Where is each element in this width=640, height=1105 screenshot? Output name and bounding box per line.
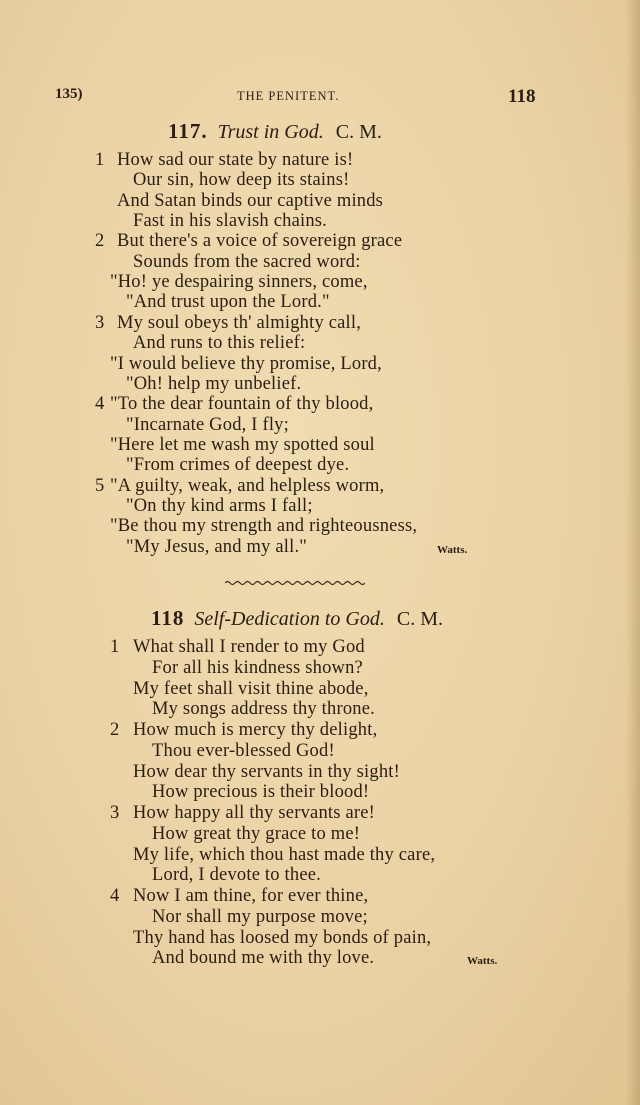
verse-line: How happy all thy servants are! [133,803,376,823]
verse-line: My feet shall visit thine abode, [133,678,369,699]
verse-line: What shall I render to my God [133,637,365,657]
verse-line: How sad our state by nature is! [117,150,354,170]
verse-line: Lord, I devote to thee. [152,865,321,886]
verse-line: How much is mercy thy delight, [133,720,378,740]
verse-number: 1 [95,150,105,170]
verse-number: 3 [95,312,105,333]
verse-line: "Ho! ye despairing sinners, come, [110,272,368,293]
verse-line: "From crimes of deepest dye. [126,455,350,476]
hymn-title-line [151,606,443,631]
verse-line: But there's a voice of sovereign grace [117,231,403,252]
verse-line: Sounds from the sacred word: [133,251,361,272]
verse-line: "I would believe thy promise, Lord, [110,353,382,374]
verse-line: "Oh! help my unbelief. [126,373,302,394]
verse-number: 4 [95,394,105,415]
verse-number: 2 [95,231,105,252]
verse-line: And Satan binds our captive minds [117,190,384,211]
verse-line: Now I am thine, for ever thine, [133,886,369,906]
verse-line: "To the dear fountain of thy blood, [110,394,374,415]
verse-line: "A guilty, weak, and helpless worm, [110,475,385,496]
verse-line: Thy hand has loosed my bonds of pain, [133,927,432,948]
page-edge-shadow [626,0,640,1105]
hymn-meter: C. M. [335,121,382,143]
hymn-title-line [168,119,382,144]
hymn-attribution: Watts. [437,543,468,556]
hymn-meter: C. M. [396,608,443,630]
hymn-title: Self-Dedication to God. [194,608,385,630]
running-title: THE PENITENT. [237,89,340,103]
verse-line: How dear thy servants in thy sight! [133,761,400,782]
hymn-number: 117. [168,119,208,143]
hymn-title: Trust in God. [217,121,324,143]
verse-line: My life, which thou hast made thy care, [133,844,436,865]
hymn-attribution: Watts. [467,955,498,968]
verse-number: 3 [110,803,120,823]
verse-line: Fast in his slavish chains. [133,211,327,232]
verse-number: 2 [110,720,120,740]
verse-line: Our sin, how deep its stains! [133,170,350,191]
verse-line: For all his kindness shown? [152,657,363,678]
verse-number: 5 [95,475,105,496]
verse-line: And bound me with thy love. [152,948,375,969]
page-mark: 135) [55,86,83,102]
verse-line: Nor shall my purpose move; [152,906,368,927]
verse-line: Thou ever-blessed God! [152,740,335,761]
verse-line: "My Jesus, and my all." [126,536,308,557]
wavy-divider [225,580,365,586]
verse-line: "Here let me wash my spotted soul [110,434,375,455]
verse-line: And runs to this relief: [133,333,306,354]
page-number: 118 [508,86,536,107]
verse-line: My songs address thy throne. [152,699,375,720]
verse-line: How great thy grace to me! [152,823,361,844]
verse-line: "Incarnate God, I fly; [126,414,289,435]
verse-line: "On thy kind arms I fall; [126,495,313,516]
hymn-number: 118 [151,606,185,630]
verse-number: 1 [110,637,120,657]
verse-number: 4 [110,886,120,906]
verse-line: "Be thou my strength and righteousness, [110,516,418,537]
verse-line: How precious is their blood! [152,782,370,803]
verse-line: My soul obeys th' almighty call, [117,312,362,333]
verse-line: "And trust upon the Lord." [126,292,330,313]
